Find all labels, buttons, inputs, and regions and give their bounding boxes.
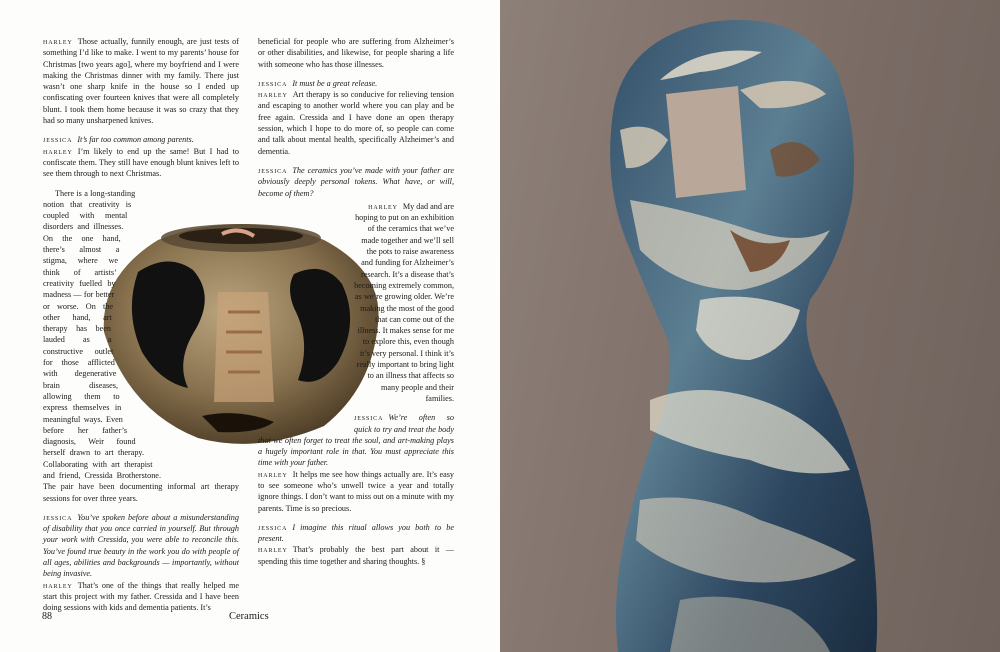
speaker-label: jessica	[354, 413, 384, 423]
paragraph-text: beneficial for people who are suffering from Alzheimer’s or other disabilities, and likewise, for people sharing a life with someone who has those illnesses.	[258, 37, 454, 69]
section-title: Ceramics	[229, 611, 269, 622]
speaker-label: jessica	[258, 165, 288, 175]
paragraph-text: It helps me see how things actually are. It’s easy to see someone who’s unwell twice a year and totally ignore things. I don’t want to miss out on a minute with my parents. Time is so precious.	[258, 469, 454, 513]
question-text: It’s far too common among parents.	[77, 135, 194, 145]
vase-wrap-spacer	[258, 201, 354, 433]
speaker-label: jessica	[43, 135, 73, 145]
paragraph	[43, 580, 239, 614]
right-text-column	[258, 36, 454, 575]
speaker-label: harley	[258, 469, 288, 479]
paragraph	[258, 36, 454, 70]
vase-wrap-spacer	[111, 222, 239, 472]
paragraph	[258, 469, 454, 514]
speaker-label: harley	[43, 37, 73, 46]
paragraph	[258, 78, 454, 89]
page-number: 88	[42, 611, 52, 622]
right-page-photo	[500, 0, 1000, 652]
speaker-label: jessica	[258, 78, 288, 88]
question-text: It must be a great release.	[292, 78, 378, 88]
ceramic-sculpture-photo	[500, 0, 1000, 652]
paragraph	[258, 522, 454, 545]
paragraph-text: Art therapy is so conducive for relieving tension and escaping to another world where you can play and be free again. Cressida and I have done an open therapy session, which I hope to do more of, so people can come and talk about mental health, specifically Alzheimer’s and dementia.	[258, 90, 454, 156]
paragraph-text: My dad and are hoping to put on an exhibition of the ceramics that we’ve made together and we’ll sell the pots to raise awareness and funding for Alzheimer’s research. It’s a disease that’s becoming extremely common, as we’re growing older. We’re making the most of the good that can come out of the illness. It makes sense for me to explore this, even though it’s very personal. I think it’s really important to bring light to an illness that affects so many people and their families.	[354, 201, 454, 403]
paragraph	[43, 512, 239, 580]
paragraph	[258, 165, 454, 199]
question-text: You’ve spoken before about a misunderstanding of disability that you once carried in yourself. But through your work with Cressida, you were able to reconcile this. You’ve found true beauty in the work you do with people of all ages, abilities and backgrounds — importantly, without being invasive.	[43, 512, 239, 579]
speaker-label: harley	[43, 146, 73, 156]
paragraph-text: Those actually, funnily enough, are just tests of something I’d like to make. I went to my parents’ house for Christmas [two years ago], where my boyfriend and I were making the Christmas dinner with my family. There just wasn’t one sharp knife in the house so I ended up confiscating over fourteen knives that were all completely blunt. I took them home because it was so crazy that they had so many unsharpened knives.	[43, 37, 239, 126]
paragraph	[258, 89, 454, 157]
paragraph	[258, 544, 454, 567]
paragraph-text: I’m likely to end up the same! But I had to confiscate them. They still have enough blunt knives left to see them through to next Christmas.	[43, 146, 239, 179]
speaker-label: harley	[368, 201, 398, 211]
paragraph	[43, 134, 239, 145]
speaker-label: harley	[43, 580, 73, 590]
question-text: We’re often so quick to try and treat the body that we often forget to treat the soul, and art-making plays a hugely important role in that. You must appreciate this time with your father.	[258, 413, 454, 468]
speaker-label: jessica	[258, 522, 288, 532]
speaker-label: harley	[258, 90, 288, 100]
left-text-column	[43, 36, 239, 622]
paragraph-text: That’s probably the best part about it — spending this time together and sharing thoughts. §	[258, 545, 454, 566]
paragraph-text: There is a long-standing notion that creativity is coupled with mental disorders and illnesses. On the one hand, there’s almost a stigma, where we think of artists’ creativity fuelled by madness — for better or worse. On the other hand, art therapy has been lauded as a constructive outlet for those afflicted with degenerative brain diseases, allowing them to express themselves in meaningful ways. Even before her father’s diagnosis, Weir found herself drawn to art therapy. Collaborating with art therapist and friend, Cressida Brotherstone. The pair have been documenting informal art therapy sessions for over three years.	[43, 188, 239, 503]
question-text: The ceramics you’ve made with your father are obviously deeply personal tokens. What have, or will, become of them?	[258, 165, 454, 198]
paragraph	[43, 146, 239, 180]
paragraph	[43, 36, 239, 126]
paragraph-text: That’s one of the things that really helped me start this project with my father. Cressida and I have been doing sessions with kids and dementia patients. It’s	[43, 580, 239, 613]
question-text: I imagine this ritual allows you both to be present.	[258, 522, 454, 544]
speaker-label: jessica	[43, 512, 73, 522]
speaker-label: harley	[258, 545, 288, 555]
